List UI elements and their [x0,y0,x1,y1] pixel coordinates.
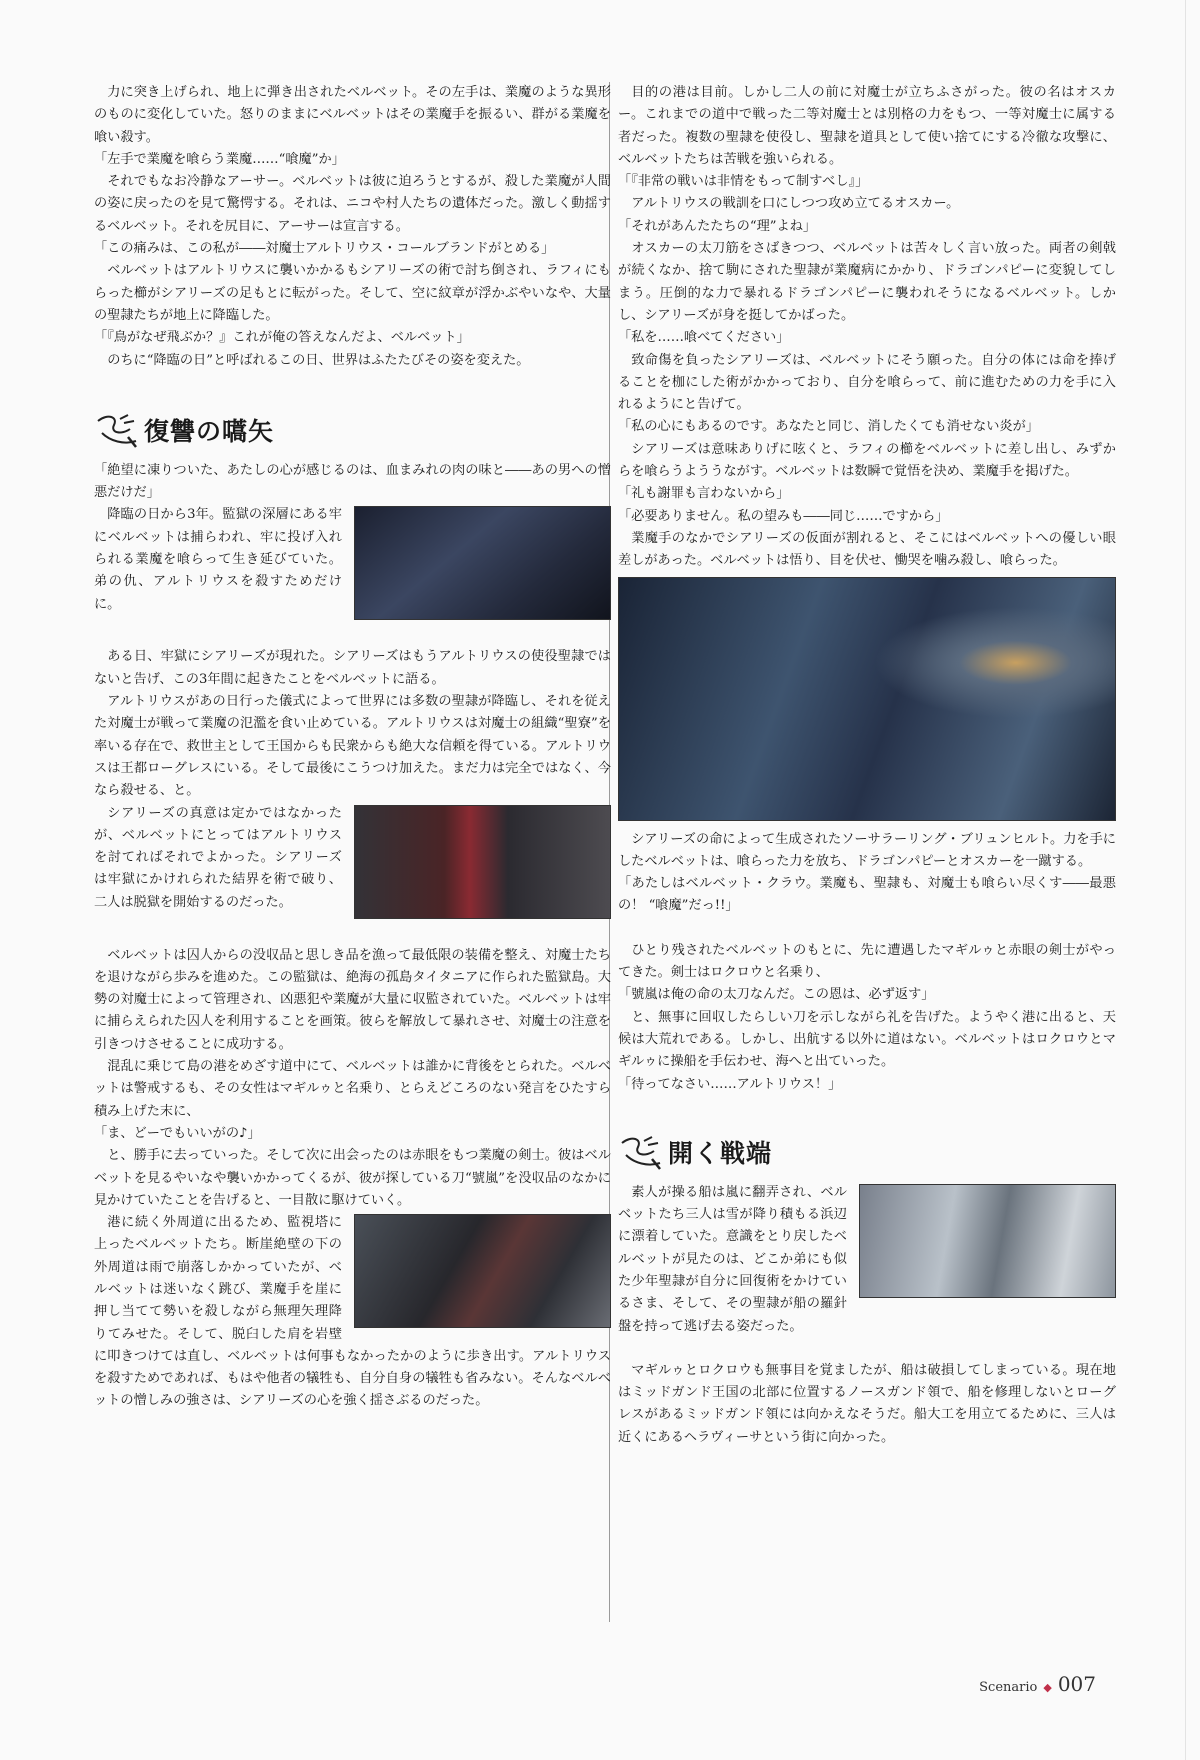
paragraph: 素人が操る船は嵐に翻弄され、ベルベットたち三人は雪が降り積もる浜辺に漂着していた。意識をとり戻したベルベットが見たのは、どこか弟にも似た少年聖隷が自分に回復術をかけているさま、そして、その聖隷が船の羅針盤を持って逃げ去る姿だった。 [618,1184,847,1334]
paragraph: 降臨の日から3年。監獄の深層にある牢にベルベットは捕らわれ、牢に投げ入れられる業魔を喰らって生き延びていた。弟の仇、アルトリウスを殺すためだけに。 [94,507,342,612]
screenshot-beach [859,1184,1116,1298]
paragraph: 港に続く外周道に出るため、監視塔に上ったベルベットたち。断崖絶壁の下の外周道は雨で崩落しかかっていたが、ベルベットは迷いなく跳び、業魔手を崖に押し当てて勢いを殺しながら無理矢理降りてみせた。そして、脱臼した肩を岩壁に叩きつけては直し、ベルベットは何事もなかったかのように歩き出す。アルトリウスを殺すためであれば、もはや他者の犠牲も、自分自身の犠牲も省みない。そんなベルベットの憎しみの強さは、シアリーズの心を強く揺さぶるのだった。 [94,1215,611,1409]
dialogue: 「絶望に凍りついた、あたしの心が感じるのは、血まみれの肉の味と――あの男への憎悪だけだ」 [94,462,611,501]
dialogue: 「必要ありません。私の望みも――同じ……ですから」 [618,508,949,524]
paragraph: マギルゥとロクロウも無事目を覚ましたが、船は破損してしまっている。現在地はミッドガンド王国の北部に位置するノースガンド領で、船を修理しないとローグレスがあるミッドガンド領には向かえなそうだ。船大工を用立てるために、三人は近くにあるヘラヴィーサという街に向かった。 [618,1362,1116,1445]
dragon-flourish-icon [618,1133,664,1171]
footer-mark-icon: ◆ [1043,1681,1052,1694]
paragraph: ベルベットはアルトリウスに襲いかかるもシアリーズの術で討ち倒され、ラフィにもらった櫛がシアリーズの足もとに転がった。そして、空に紋章が浮かぶやいなや、大量の聖隷たちが地上に降臨した。 [94,263,611,323]
paragraph: シアリーズは意味ありげに呟くと、ラフィの櫛をベルベットに差し出し、みずからを喰らうよううながす。ベルベットは数瞬で覚悟を決め、業魔手を掲げた。 [618,441,1116,480]
dialogue: 「『非常の戦いは非情をもって制すべし』」 [618,174,869,190]
paragraph: 力に突き上げられ、地上に弾き出されたベルベット。その左手は、業魔のような異形のものに変化していた。怒りのままにベルベットはその業魔手を振るい、群がる業魔を喰い殺す。 [94,85,611,145]
dialogue: 「それがあんたたちの“理”よね」 [618,218,817,234]
paragraph: それでもなお冷静なアーサー。ベルベットは彼に迫ろうとするが、殺した業魔が人間の姿に戻ったのを見て驚愕する。それは、ニコや村人たちの遺体だった。激しく動揺するベルベット。それを尻目に、アーサーは宣言する。 [94,174,611,234]
section-title: 復讐の嚆矢 [144,416,275,446]
paragraph: と、勝手に去っていった。そして次に出会ったのは赤眼をもつ業魔の剣士。彼はベルベットを見るやいなや襲いかかってくるが、彼が探している刀“號嵐”を没収品のなかに見かけていたことを告げると、一目散に駆けていく。 [94,1148,611,1208]
paragraph: 混乱に乗じて島の港をめざす道中にて、ベルベットは誰かに背後をとられた。ベルベットは警戒するも、その女性はマギルゥと名乗り、とらえどころのない発言をひたすら積み上げた末に、 [94,1059,611,1119]
paragraph: ベルベットは囚人からの没収品と思しき品を漁って最低限の装備を整え、対魔士たちを退けながら歩みを進めた。この監獄は、絶海の孤島タイタニアに作られた監獄島。大勢の対魔士によって管理され、凶悪犯や業魔が大量に収監されていた。ベルベットは牢に捕らえられた囚人を利用することを画策。彼らを解放して暴れさせ、対魔士の注意を引きつけさせることに成功する。 [94,947,611,1052]
section-heading [94,408,611,452]
scan-edge [1185,0,1186,1760]
dialogue: 「私を……喰べてください」 [618,330,790,346]
dialogue: 「あたしはベルベット・クラウ。業魔も、聖隷も、対魔士も喰らい尽くす――最悪の！ “喰魔”だっ!!」 [618,876,1116,914]
right-column [618,82,1116,1449]
dialogue: 「礼も謝罪も言わないから」 [618,486,790,502]
paragraph: 致命傷を負ったシアリーズは、ベルベットにそう願った。自分の体には命を捧げることを枷にした術がかかっており、自分を喰らって、前に進むための力を手に入れるようにと告げて。 [618,352,1116,413]
dragon-flourish-icon [94,411,140,449]
paragraph: シアリーズの真意は定かではなかったが、ベルベットにとってはアルトリウスを討てればそれでよかった。シアリーズは牢獄にかけれられた結界を術で破り、二人は脱獄を開始するのだった。 [94,805,342,910]
dialogue: 「『鳥がなぜ飛ぶか？』これが俺の答えなんだよ、ベルベット」 [94,330,470,346]
dialogue: 「私の心にもあるのです。あなたと同じ、消したくても消せない炎が」 [618,419,1039,435]
paragraph: と、無事に回収したらしい刀を示しながら礼を告げた。ようやく港に出ると、天候は大荒れである。しかし、出航する以外に道はない。ベルベットはロクロウとマギルゥに操船を手伝わせ、海へと出ていった。 [618,1009,1116,1070]
paragraph: オスカーの太刀筋をさばきつつ、ベルベットは苦々しく言い放った。両者の剣戟が続くなか、捨て駒にされた聖隷が業魔病にかかり、ドラゴンパピーに変貌してしまう。圧倒的な力で暴れるドラゴンパピーに襲われそうになるベルベット。しかし、シアリーズが身を挺してかばった。 [618,241,1116,323]
paragraph: アルトリウスの戦訓を口にしつつ攻め立てるオスカー。 [631,196,960,212]
screenshot-brunhilde [618,577,1116,821]
dialogue: 「ま、どーでもいいがの♪」 [94,1125,261,1141]
page-number: 007 [1057,1672,1096,1696]
dialogue: 「號嵐は俺の命の太刀なんだ。この恩は、必ず返す」 [618,987,935,1003]
paragraph: のちに“降臨の日”と呼ばれるこの日、世界はふたたびその姿を変えた。 [107,352,530,368]
footer-section-label: Scenario [979,1680,1038,1695]
screenshot-cliff [354,1214,611,1328]
left-column [94,82,611,1413]
page-footer [979,1672,1096,1696]
screenshot-shiaris [354,805,611,919]
section-title: 開く戦端 [668,1138,773,1168]
paragraph: アルトリウスがあの日行った儀式によって世界には多数の聖隷が降臨し、それを従えた対魔士が戦って業魔の氾濫を食い止めている。アルトリウスは対魔士の組織“聖寮”を率いる存在で、救世主として王国からも民衆からも絶大な信頼を得ている。アルトリウスは王都ローグレスにいる。そして最後にこうつけ加えた。まだ力は完全ではなく、今なら殺せる、と。 [94,694,611,799]
dialogue: 「この痛みは、この私が――対魔士アルトリウス・コールブランドがとめる」 [94,241,555,257]
screenshot-prison [354,506,611,620]
dialogue: 「待ってなさい……アルトリウス！」 [618,1076,842,1092]
paragraph: ひとり残されたベルベットのもとに、先に遭遇したマギルゥと赤眼の剣士がやってきた。剣士はロクロウと名乗り、 [618,942,1116,981]
paragraph: シアリーズの命によって生成されたソーサラーリング・ブリュンヒルト。力を手にしたベルベットは、喰らった力を放ち、ドラゴンパピーとオスカーを一蹴する。 [618,831,1116,869]
paragraph: 業魔手のなかでシアリーズの仮面が割れると、そこにはベルベットへの優しい眼差しがあった。ベルベットは悟り、目を伏せ、慟哭を噛み殺し、喰らった。 [618,530,1116,569]
paragraph: ある日、牢獄にシアリーズが現れた。シアリーズはもうアルトリウスの使役聖隷ではないと告げ、この3年間に起きたことをベルベットに語る。 [94,649,611,687]
dialogue: 「左手で業魔を喰らう業魔……“喰魔”か」 [94,151,345,167]
section-heading [618,1130,1116,1174]
paragraph: 目的の港は目前。しかし二人の前に対魔士が立ちふさがった。彼の名はオスカー。これまでの道中で戦った二等対魔士とは別格の力をもつ、一等対魔士に属する者だった。複数の聖隷を使役し、聖隷を道具として使い捨てにする冷徹な攻撃に、ベルベットたちは苦戦を強いられる。 [618,85,1116,167]
